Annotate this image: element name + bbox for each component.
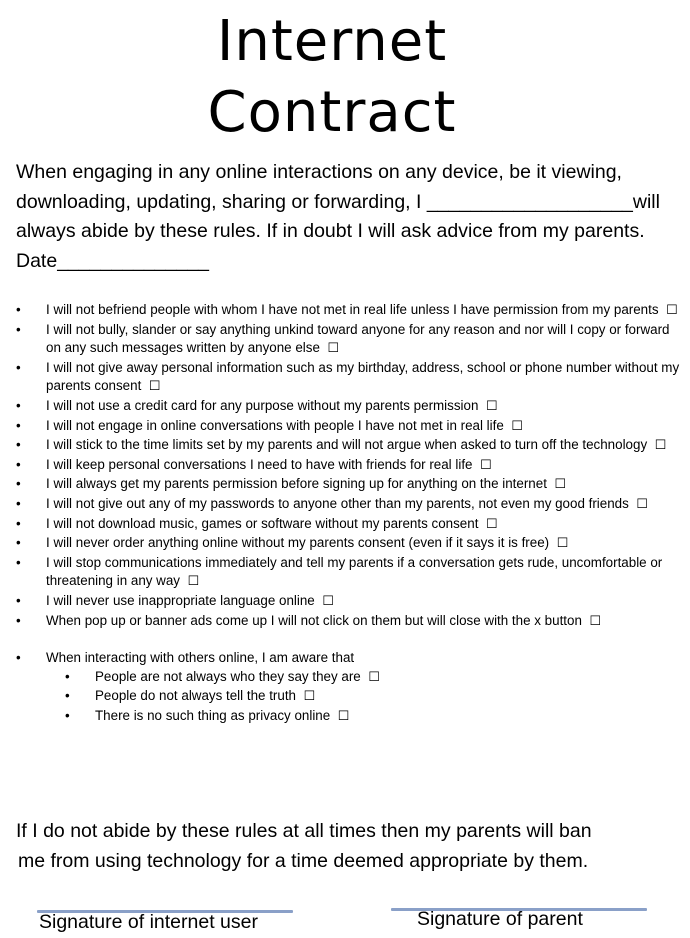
rule-item <box>0 321 690 359</box>
bullet-icon: • <box>16 650 21 666</box>
rule-text: I will keep personal conversations I need to have with friends for real life <box>46 456 473 472</box>
agree-checkbox[interactable]: ☐ <box>479 457 492 473</box>
bullet-icon: • <box>16 359 21 375</box>
title-line-1: Internet <box>216 9 448 74</box>
rule-text: I will not engage in online conversations with people I have not met in real life <box>46 417 504 433</box>
rule-item <box>0 397 690 417</box>
rule-item <box>0 515 690 535</box>
rule-text: I will never use inappropriate language online <box>46 592 315 608</box>
bullet-icon: • <box>16 612 21 628</box>
agree-checkbox[interactable]: ☐ <box>666 303 678 318</box>
rule-text: I will never order anything online without my parents consent (even if it says it is free) <box>46 535 550 551</box>
rule-item <box>0 436 690 456</box>
agree-checkbox[interactable]: ☐ <box>556 536 569 552</box>
intro-paragraph: When engaging in any online interactions on any device, be it viewing, downloading, updating, sharing or forwarding, I ___________________will always abide by these rules. If in doubt I will ask advice from my parents. Date______________ <box>16 161 660 272</box>
bullet-icon: • <box>16 515 21 531</box>
rule-item <box>0 301 690 321</box>
rule-text: People are not always who they say they are <box>95 668 361 684</box>
rule-text: People do not always tell the truth <box>95 688 296 704</box>
rule-item <box>0 417 690 437</box>
bullet-icon: • <box>16 417 21 433</box>
rule-text: I will not download music, games or software without my parents consent <box>46 515 479 531</box>
agree-checkbox[interactable]: ☐ <box>485 516 498 532</box>
rule-text: I will not befriend people with whom I have not met in real life unless I have permission from my parents <box>46 302 659 317</box>
bullet-icon: • <box>65 688 70 704</box>
rule-text: I will not use a credit card for any purpose without my parents permission <box>46 397 479 413</box>
rule-item <box>0 592 690 612</box>
agree-checkbox[interactable]: ☐ <box>589 613 602 629</box>
rule-item <box>0 612 690 632</box>
agree-checkbox[interactable]: ☐ <box>368 669 380 685</box>
closing-line-1: If I do not abide by these rules at all times then my parents will ban <box>16 820 592 842</box>
agree-checkbox[interactable]: ☐ <box>327 341 340 357</box>
bullet-icon: • <box>65 668 70 684</box>
agree-checkbox[interactable]: ☐ <box>511 418 523 434</box>
bullet-icon: • <box>16 302 21 317</box>
rule-text: I will not give away personal information such as my birthday, address, school or phone number without my parents consent <box>46 359 680 394</box>
bullet-icon: • <box>16 456 21 472</box>
agree-checkbox[interactable]: ☐ <box>485 398 498 414</box>
bullet-icon: • <box>16 397 21 413</box>
user-signature-label: Signature of internet user <box>39 911 258 933</box>
title-line-2: Contract <box>207 80 457 145</box>
rules-list <box>0 301 690 726</box>
awareness-sub-item <box>0 707 690 727</box>
agree-checkbox[interactable]: ☐ <box>554 477 567 493</box>
awareness-sub-item <box>0 668 690 688</box>
bullet-icon: • <box>16 321 21 337</box>
awareness-lead-item <box>0 649 690 668</box>
rule-text: When interacting with others online, I am aware that <box>46 650 355 666</box>
closing-line-2: me from using technology for a time deemed appropriate by them. <box>18 849 589 872</box>
agree-checkbox[interactable]: ☐ <box>148 379 161 395</box>
agree-checkbox[interactable]: ☐ <box>322 593 334 609</box>
rule-item <box>0 554 690 592</box>
bullet-icon: • <box>65 707 70 723</box>
rule-text: When pop up or banner ads come up I will not click on them but will close with the x button <box>46 612 582 628</box>
agree-checkbox[interactable]: ☐ <box>654 438 667 454</box>
rule-item <box>0 456 690 476</box>
rule-text: I will not bully, slander or say anything unkind toward anyone for any reason and nor will I copy or forward on any such messages written by anyone else <box>46 321 670 356</box>
bullet-icon: • <box>16 535 21 551</box>
bullet-icon: • <box>16 592 21 608</box>
parent-signature-label: Signature of parent <box>417 908 583 930</box>
rule-text: I will stick to the time limits set by my parents and will not argue when asked to turn off the technology <box>46 437 648 453</box>
rule-text: I will not give out any of my passwords to anyone other than my parents, not even my good friends <box>46 495 629 511</box>
bullet-icon: • <box>16 437 21 453</box>
agree-checkbox[interactable]: ☐ <box>303 689 316 705</box>
rule-item <box>0 495 690 515</box>
rule-item <box>0 475 690 495</box>
bullet-icon: • <box>16 476 21 492</box>
rule-text: I will always get my parents permission before signing up for anything on the internet <box>46 476 547 492</box>
rule-text: I will stop communications immediately and tell my parents if a conversation gets rude, uncomfortable or threatening in any way <box>46 554 663 589</box>
bullet-icon: • <box>16 554 21 570</box>
closing-statement <box>16 817 684 876</box>
rule-item <box>0 534 690 554</box>
bullet-icon: • <box>16 495 21 511</box>
rule-item <box>0 359 690 397</box>
agree-checkbox[interactable]: ☐ <box>636 496 648 512</box>
awareness-sub-item <box>0 687 690 707</box>
agree-checkbox[interactable]: ☐ <box>187 574 200 590</box>
rule-text: There is no such thing as privacy online <box>95 707 331 723</box>
agree-checkbox[interactable]: ☐ <box>337 708 350 724</box>
